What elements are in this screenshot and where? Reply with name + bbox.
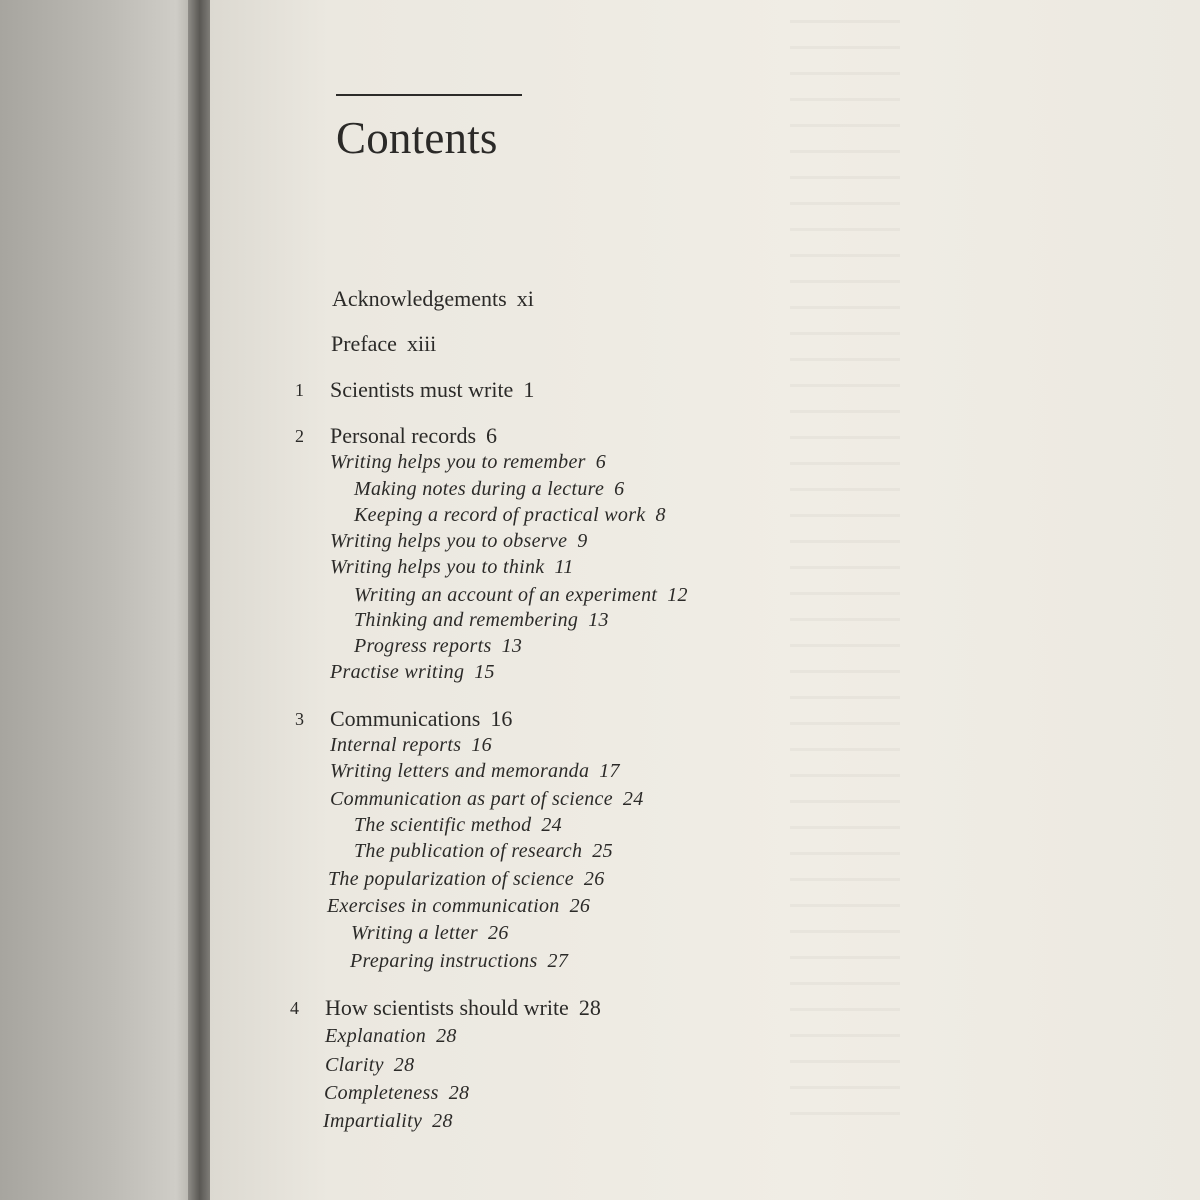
toc-entry-title: The scientific method: [354, 814, 532, 836]
toc-entry-title: The popularization of science: [328, 868, 574, 890]
toc-subsection: [354, 478, 624, 501]
toc-entry-title: Writing helps you to observe: [330, 530, 568, 552]
chapter-number: 4: [290, 998, 299, 1018]
toc-entry-title: Personal records: [330, 423, 477, 448]
toc-page-number: 11: [554, 556, 574, 578]
toc-subsection: [354, 504, 666, 527]
toc-section: [330, 556, 574, 579]
toc-subsection: [351, 922, 509, 945]
toc-section: [330, 661, 495, 684]
left-page: [0, 0, 200, 1200]
toc-section: [330, 530, 588, 553]
toc-page-number: 26: [569, 895, 591, 917]
toc-section: [327, 895, 590, 918]
toc-page-number: 27: [547, 950, 569, 972]
toc-entry-title: How scientists should write: [325, 995, 569, 1020]
toc-page-number: 16: [490, 706, 513, 731]
toc-entry-title: Writing letters and memoranda: [330, 760, 590, 782]
toc-subsection: [354, 635, 522, 658]
toc-section: [330, 788, 644, 811]
toc-page-number: 12: [667, 584, 688, 606]
toc-page-number: 28: [432, 1110, 453, 1132]
toc-page-number: 13: [501, 635, 523, 657]
toc-entry-title: Making notes during a lecture: [354, 478, 605, 500]
toc-page-number: 28: [578, 995, 601, 1020]
toc-subsection: [354, 609, 609, 632]
toc-section: [330, 760, 620, 783]
toc-entry-title: Acknowledgements: [332, 286, 507, 311]
toc-entry-title: Keeping a record of practical work: [354, 504, 646, 526]
toc-entry-title: Writing an account of an experiment: [354, 584, 658, 606]
toc-section: [325, 1054, 414, 1077]
toc-chapter: [290, 995, 601, 1021]
toc-page-number: 25: [592, 840, 613, 862]
toc-page-number: 13: [588, 609, 609, 631]
toc-chapter: [295, 377, 535, 403]
toc-entry-title: Practise writing: [330, 661, 465, 683]
toc-page-number: 28: [448, 1082, 470, 1104]
toc-entry-title: Explanation: [325, 1025, 427, 1047]
toc-page-number: 8: [655, 504, 666, 526]
toc-section: [328, 868, 605, 891]
toc-entry-title: Internal reports: [330, 734, 462, 756]
toc-section: [324, 1082, 469, 1105]
toc-entry-title: Writing helps you to remember: [330, 451, 586, 473]
toc-subsection: [350, 950, 568, 973]
toc-subsection: [354, 584, 688, 607]
toc-entry-title: Clarity: [325, 1054, 384, 1076]
toc-page-number: 26: [488, 922, 509, 944]
toc-entry-title: The publication of research: [354, 840, 583, 862]
toc-page-number: 6: [614, 478, 625, 500]
toc-page-number: xiii: [406, 331, 437, 356]
toc-entry-title: Preface: [331, 331, 397, 356]
toc-page-number: 15: [474, 661, 495, 683]
chapter-number: 3: [295, 709, 304, 729]
toc-page-number: 28: [393, 1054, 415, 1076]
page-title: Contents: [336, 113, 498, 163]
toc-chapter: [331, 331, 436, 357]
toc-section: [330, 451, 606, 474]
toc-subsection: [354, 814, 562, 837]
title-rule: [336, 94, 522, 96]
toc-chapter: [295, 706, 513, 732]
toc-entry-title: Exercises in communication: [327, 895, 560, 917]
toc-page-number: 17: [599, 760, 620, 782]
toc-entry-title: Communications: [330, 706, 481, 731]
toc-page-number: 24: [622, 788, 644, 810]
toc-chapter: [295, 423, 498, 449]
toc-page-number: 28: [436, 1025, 457, 1047]
toc-entry-title: Writing a letter: [351, 922, 479, 944]
toc-page-number: 1: [523, 377, 535, 402]
toc-page-number: 26: [583, 868, 605, 890]
toc-entry-title: Communication as part of science: [330, 788, 613, 810]
chapter-number: 2: [295, 426, 304, 446]
toc-page-number: 6: [595, 451, 607, 473]
toc-entry-title: Completeness: [324, 1082, 439, 1104]
toc-entry-title: Writing helps you to think: [330, 556, 545, 578]
toc-entry-title: Progress reports: [354, 635, 492, 657]
toc-chapter: [332, 286, 534, 312]
toc-section: [323, 1110, 453, 1133]
toc-page-number: 24: [541, 814, 562, 836]
toc-entry-title: Thinking and remembering: [354, 609, 579, 631]
toc-entry-title: Preparing instructions: [350, 950, 538, 972]
toc-entry-title: Impartiality: [323, 1110, 423, 1132]
toc-subsection: [354, 840, 613, 863]
toc-entry-title: Scientists must write: [330, 377, 514, 402]
toc-page-number: xi: [516, 286, 534, 311]
chapter-number: 1: [295, 380, 304, 400]
toc-page-number: 9: [577, 530, 588, 552]
show-through-texture: [790, 20, 900, 1120]
toc-page-number: 16: [471, 734, 492, 756]
toc-section: [330, 734, 492, 757]
toc-page-number: 6: [486, 423, 498, 448]
toc-section: [325, 1025, 457, 1048]
